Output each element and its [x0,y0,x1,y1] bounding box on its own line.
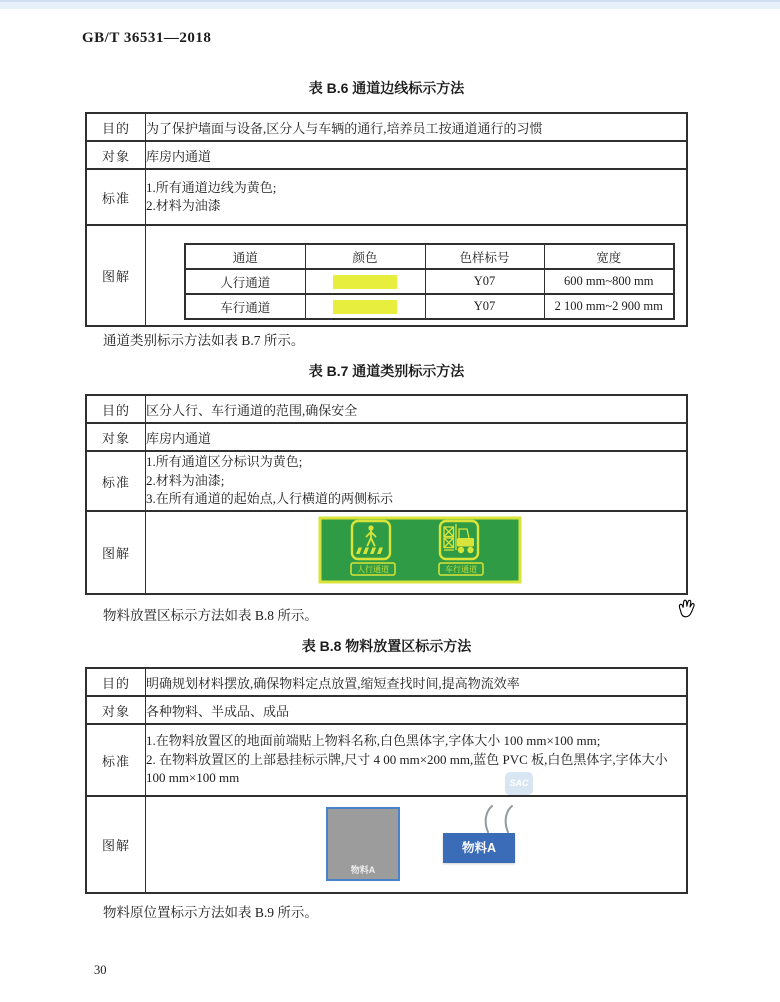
b6-standard-value [146,169,688,225]
table-row [86,141,687,169]
b8-diagram-label: 图解 [86,796,146,893]
b8-standard-value [146,724,688,796]
hand-grab-cursor-icon [676,597,697,621]
table-row [86,451,687,511]
b7-diagram-label: 图解 [86,511,146,594]
b6-diagram-label: 图解 [86,225,146,326]
yellow-color-swatch [333,275,397,289]
b8-object-label: 对象 [86,696,146,724]
col-header: 宽度 [544,244,674,269]
hanging-hooks-icon [478,801,522,833]
yellow-color-swatch [333,300,397,314]
color-code: Y07 [425,294,544,319]
standard-line: 1.在物料放置区的地面前端贴上物料名称,白色黑体字,字体大小 100 mm×100 mm; [146,733,601,749]
table-b8 [85,667,688,894]
b6-purpose-label: 目的 [86,113,146,141]
table-row [86,225,687,326]
top-edge-strip [0,0,780,9]
table-header-row [185,244,674,269]
table-row [86,724,687,796]
table-b6-title: 表 B.6 通道边线标示方法 [308,80,465,96]
table-row [86,423,687,451]
color-cell [305,269,425,294]
width-range: 600 mm~800 mm [544,269,674,294]
b6-diagram-cell [146,225,688,326]
standard-line: 2.材料为油漆 [146,198,221,213]
standard-line: 2.材料为油漆; [146,472,225,488]
forklift-sign-label: 车行通道 [445,565,477,574]
b8-diagram-cell [146,796,688,893]
table-b8-title: 表 B.8 物料放置区标示方法 [301,638,472,654]
b7-object-label: 对象 [86,423,146,451]
b7-diagram-cell [146,511,688,594]
pedestrian-sign-label: 人行通道 [357,565,389,574]
channel-name: 人行通道 [185,269,305,294]
floor-area-label: 物料A [350,865,376,875]
table-row [185,294,674,319]
col-header: 颜色 [305,244,425,269]
paragraph-ref-b9: 物料原位置标示方法如表 B.9 所示。 [103,905,318,920]
b7-object-value: 库房内通道 [146,423,688,451]
table-row [86,668,687,696]
paragraph-ref-b8: 物料放置区标示方法如表 B.8 所示。 [103,608,318,623]
b8-standard-label: 标准 [86,724,146,796]
page-number: 30 [94,963,107,977]
table-b7 [85,394,688,595]
b8-purpose-label: 目的 [86,668,146,696]
table-row [86,169,687,225]
standard-line: 1.所有通道边线为黄色; [146,179,277,195]
b6-object-label: 对象 [86,141,146,169]
b7-purpose-label: 目的 [86,395,146,423]
standard-line: 1.所有通道区分标识为黄色; [146,454,303,470]
width-range: 2 100 mm~2 900 mm [544,294,674,319]
b7-standard-value [146,451,688,511]
table-row [86,796,687,893]
table-b7-title: 表 B.7 通道类别标示方法 [308,363,465,379]
color-cell [305,294,425,319]
aisle-signs-image [318,516,522,584]
col-header: 色样标号 [425,244,544,269]
standard-line: 2. 在物料放置区的上部悬挂标示牌,尺寸 4 00 mm×200 mm,蓝色 PVC 板,白色黑体字,字体大小 100 mm×100 mm [146,751,668,786]
standard-line: 3.在所有通道的起始点,人行横道的两侧标示 [146,491,394,507]
paragraph-ref-b7: 通道类别标示方法如表 B.7 所示。 [103,333,305,348]
col-header: 通道 [185,244,305,269]
b6-purpose-value: 为了保护墙面与设备,区分人与车辆的通行,培养员工按通道通行的习惯 [146,113,688,141]
table-row [86,696,687,724]
b7-standard-label: 标准 [86,451,146,511]
b6-object-value: 库房内通道 [146,141,688,169]
table-row [185,269,674,294]
b8-purpose-value: 明确规划材料摆放,确保物料定点放置,缩短查找时间,提高物流效率 [146,668,688,696]
table-row [86,511,687,594]
color-code: Y07 [425,269,544,294]
material-floor-area [326,807,400,881]
b6-standard-label: 标准 [86,169,146,225]
b8-object-value: 各种物料、半成品、成品 [146,696,688,724]
standard-number-header: GB/T 36531—2018 [82,30,212,46]
table-b6 [85,112,688,327]
b7-purpose-value: 区分人行、车行通道的范围,确保安全 [146,395,688,423]
table-row [86,113,687,141]
channel-name: 车行通道 [185,294,305,319]
b6-channel-table [184,243,675,320]
table-row [86,395,687,423]
material-hanging-sign: 物料A [443,833,515,863]
sac-watermark: SAC [505,772,533,795]
